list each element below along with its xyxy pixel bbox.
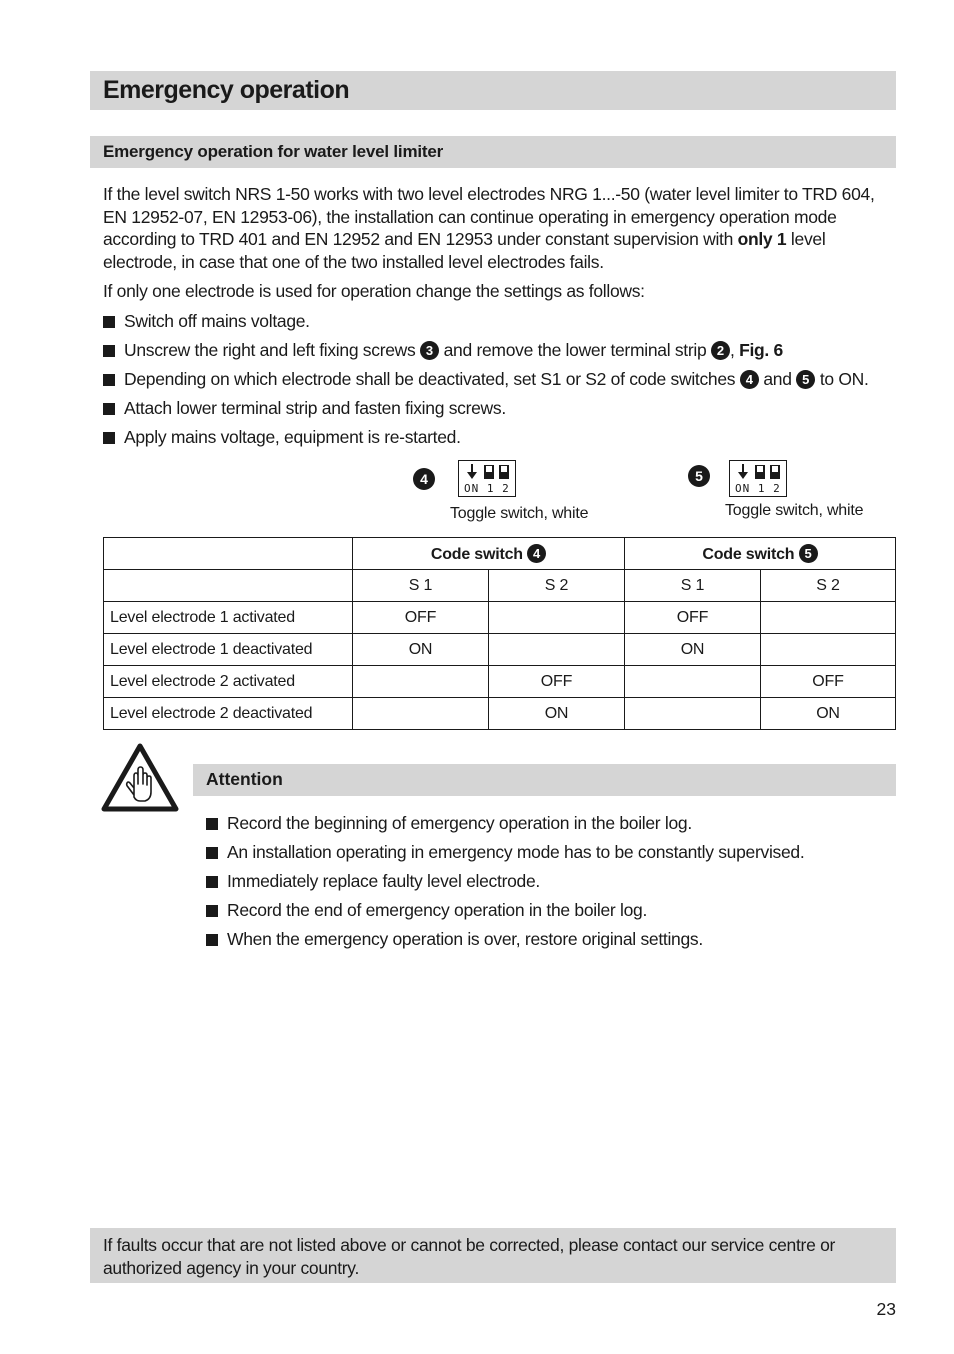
row-label: Level electrode 2 deactivated bbox=[104, 698, 353, 730]
page-number: 23 bbox=[876, 1299, 896, 1319]
number-5-icon: 5 bbox=[796, 370, 815, 389]
table-subheader-row bbox=[104, 570, 896, 602]
attention-item bbox=[206, 841, 804, 863]
square-bullet-icon bbox=[206, 934, 218, 946]
attention-item bbox=[206, 812, 692, 834]
dip-switch-icon bbox=[729, 460, 787, 497]
square-bullet-icon bbox=[103, 345, 115, 357]
attention-heading-band bbox=[193, 764, 896, 796]
square-bullet-icon bbox=[103, 374, 115, 386]
figure-reference: Fig. 6 bbox=[739, 340, 783, 360]
table-cell bbox=[761, 602, 896, 634]
square-bullet-icon bbox=[103, 432, 115, 444]
code-switch-5-marker: 5 bbox=[688, 465, 710, 487]
column-s1: S 1 bbox=[625, 570, 761, 602]
code-switch-table bbox=[103, 537, 896, 730]
table-row bbox=[104, 634, 896, 666]
toggle-switch-caption: Toggle switch, white bbox=[725, 502, 864, 519]
table-cell: ON bbox=[353, 634, 489, 666]
number-3-icon: 3 bbox=[420, 341, 439, 360]
toggle-switch-caption: Toggle switch, white bbox=[450, 505, 589, 522]
row-label: Level electrode 2 activated bbox=[104, 666, 353, 698]
step-text: Depending on which electrode shall be deactivated, set S1 or S2 of code switches bbox=[124, 369, 736, 389]
table-row bbox=[104, 666, 896, 698]
dip-switch-graphic bbox=[459, 462, 515, 484]
attention-heading: Attention bbox=[206, 769, 283, 789]
row-label: Level electrode 1 deactivated bbox=[104, 634, 353, 666]
square-bullet-icon bbox=[103, 316, 115, 328]
header-text: Code switch bbox=[702, 545, 795, 563]
step-text: Switch off mains voltage. bbox=[124, 311, 310, 331]
dip-switch-label: ON 1 2 bbox=[735, 482, 781, 495]
table-row bbox=[104, 602, 896, 634]
dip-switch-label: ON 1 2 bbox=[464, 482, 510, 495]
square-bullet-icon bbox=[103, 403, 115, 415]
table-cell: ON bbox=[489, 698, 625, 730]
attention-text: Record the beginning of emergency operation in the boiler log. bbox=[227, 813, 692, 833]
table-cell bbox=[489, 602, 625, 634]
table-cell: OFF bbox=[761, 666, 896, 698]
intro-text-bold: only 1 bbox=[737, 229, 787, 249]
table-cell bbox=[489, 634, 625, 666]
dip-switch-icon bbox=[458, 460, 516, 497]
code-switch-5-header bbox=[625, 538, 896, 570]
intro-paragraph-2: If only one electrode is used for operation change the settings as follows: bbox=[103, 281, 645, 301]
step-text: and bbox=[763, 369, 792, 389]
column-s2: S 2 bbox=[761, 570, 896, 602]
table-cell bbox=[625, 698, 761, 730]
table-corner-cell bbox=[104, 538, 353, 570]
footer-note: If faults occur that are not listed above or cannot be corrected, please contact our service centre or authorized agency in your country. bbox=[103, 1235, 836, 1278]
header-text: Code switch bbox=[430, 545, 523, 563]
intro-text-b: level electrode, in case that one of the two installed level electrodes fails. bbox=[103, 229, 826, 272]
table-cell bbox=[353, 698, 489, 730]
page-title: Emergency operation bbox=[103, 76, 350, 104]
intro-paragraph bbox=[103, 183, 893, 273]
number-2-icon: 2 bbox=[711, 341, 730, 360]
square-bullet-icon bbox=[206, 847, 218, 859]
table-cell: OFF bbox=[489, 666, 625, 698]
square-bullet-icon bbox=[206, 905, 218, 917]
step-item bbox=[103, 310, 310, 332]
table-header-row bbox=[104, 538, 896, 570]
step-text: Attach lower terminal strip and fasten fixing screws. bbox=[124, 398, 506, 418]
table-cell: ON bbox=[625, 634, 761, 666]
attention-item bbox=[206, 928, 703, 950]
step-item bbox=[103, 339, 783, 361]
attention-text: Record the end of emergency operation in the boiler log. bbox=[227, 900, 647, 920]
intro-text-a: If the level switch NRS 1-50 works with two level electrodes NRG 1...-50 (water level limiter to TRD 604, EN 12952-07, EN 12953-06), the installation can continue operating in emergency operation mode according to TRD 401 and EN 12952 and EN 12953 under constant supervision with bbox=[103, 184, 875, 249]
column-s1: S 1 bbox=[353, 570, 489, 602]
dip-switch-graphic bbox=[730, 462, 786, 484]
step-text: Unscrew the right and left fixing screws bbox=[124, 340, 416, 360]
number-4-icon: 4 bbox=[527, 544, 546, 563]
page-title-band bbox=[90, 71, 896, 110]
number-4-icon: 4 bbox=[740, 370, 759, 389]
square-bullet-icon bbox=[206, 876, 218, 888]
code-switch-4-header bbox=[353, 538, 625, 570]
footer-note-band bbox=[90, 1228, 896, 1283]
step-text: and remove the lower terminal strip bbox=[443, 340, 707, 360]
step-text: to ON. bbox=[819, 369, 869, 389]
table-cell bbox=[761, 634, 896, 666]
step-item bbox=[103, 368, 869, 390]
square-bullet-icon bbox=[206, 818, 218, 830]
section-heading: Emergency operation for water level limiter bbox=[103, 142, 444, 161]
step-text: Apply mains voltage, equipment is re-started. bbox=[124, 427, 461, 447]
attention-text: When the emergency operation is over, restore original settings. bbox=[227, 929, 703, 949]
column-s2: S 2 bbox=[489, 570, 625, 602]
code-switch-4-marker: 4 bbox=[413, 468, 435, 490]
step-text: , bbox=[729, 340, 740, 360]
section-heading-band bbox=[90, 136, 896, 168]
table-empty-cell bbox=[104, 570, 353, 602]
table-cell: OFF bbox=[625, 602, 761, 634]
table-cell bbox=[625, 666, 761, 698]
table-cell: OFF bbox=[353, 602, 489, 634]
attention-text: Immediately replace faulty level electrode. bbox=[227, 871, 540, 891]
attention-item bbox=[206, 870, 540, 892]
step-item bbox=[103, 397, 506, 419]
attention-text: An installation operating in emergency mode has to be constantly supervised. bbox=[227, 842, 805, 862]
table-cell bbox=[353, 666, 489, 698]
attention-item bbox=[206, 899, 647, 921]
number-5-icon: 5 bbox=[799, 544, 818, 563]
table-row bbox=[104, 698, 896, 730]
warning-hand-icon bbox=[100, 742, 180, 814]
row-label: Level electrode 1 activated bbox=[104, 602, 353, 634]
table-cell: ON bbox=[761, 698, 896, 730]
step-item bbox=[103, 426, 461, 448]
